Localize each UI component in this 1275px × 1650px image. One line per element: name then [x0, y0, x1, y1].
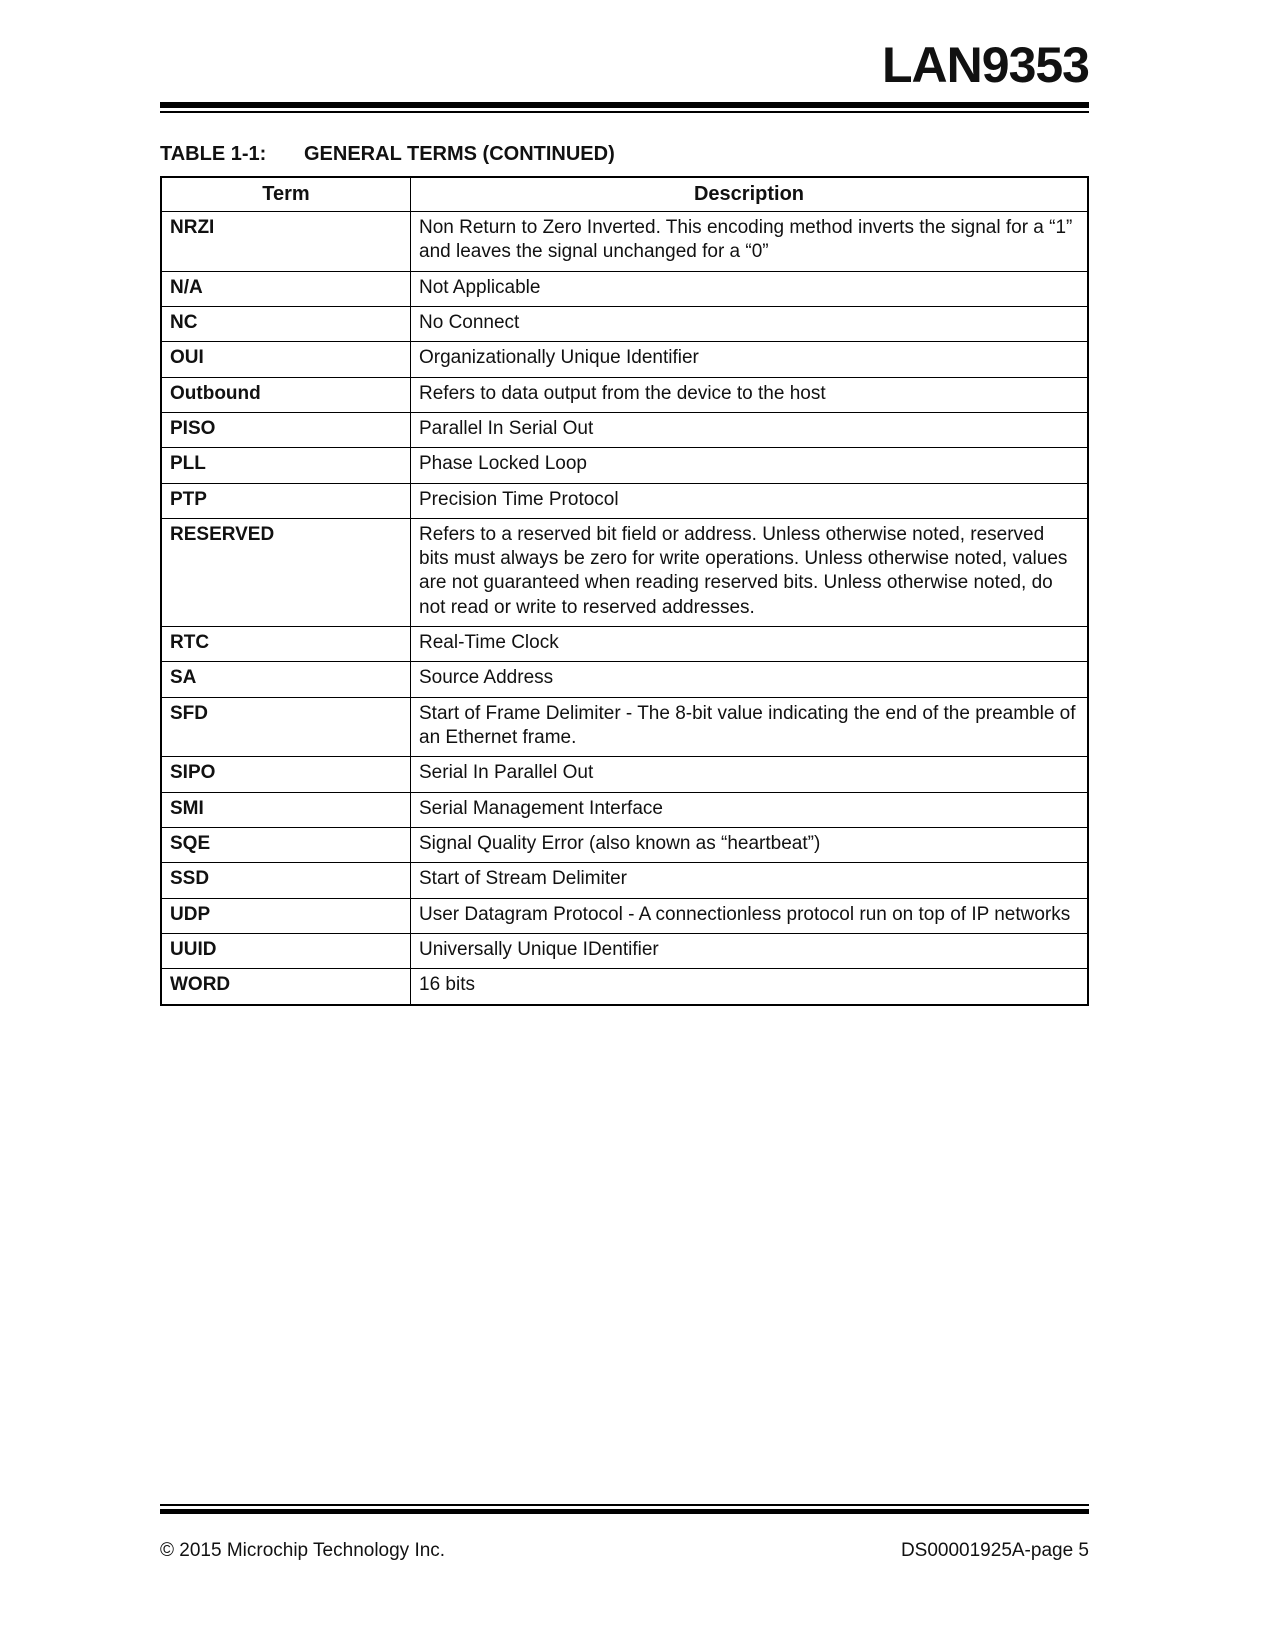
description-cell: Real-Time Clock — [411, 627, 1089, 662]
description-cell: Phase Locked Loop — [411, 448, 1089, 483]
term-cell: SFD — [161, 697, 411, 757]
description-cell: Organizationally Unique Identifier — [411, 342, 1089, 377]
table-caption — [160, 143, 1089, 166]
table-row — [161, 627, 1088, 662]
terms-table-body — [161, 212, 1088, 1005]
footer-rule — [160, 1504, 1089, 1514]
term-cell: WORD — [161, 969, 411, 1005]
table-row — [161, 827, 1088, 862]
table-row — [161, 969, 1088, 1005]
table-row — [161, 212, 1088, 272]
table-row — [161, 342, 1088, 377]
description-cell: 16 bits — [411, 969, 1089, 1005]
term-cell: NRZI — [161, 212, 411, 272]
table-row — [161, 757, 1088, 792]
term-cell: PTP — [161, 483, 411, 518]
term-cell: RTC — [161, 627, 411, 662]
description-cell: Precision Time Protocol — [411, 483, 1089, 518]
terms-table — [160, 176, 1089, 1006]
term-cell: PISO — [161, 412, 411, 447]
table-row — [161, 863, 1088, 898]
footer-copyright: © 2015 Microchip Technology Inc. — [160, 1540, 446, 1561]
page-body-spacer — [160, 1006, 1089, 1505]
term-cell: SMI — [161, 792, 411, 827]
description-cell: Universally Unique IDentifier — [411, 933, 1089, 968]
description-cell: Refers to data output from the device to the host — [411, 377, 1089, 412]
table-row — [161, 306, 1088, 341]
description-cell: Source Address — [411, 662, 1089, 697]
table-row — [161, 933, 1088, 968]
table-row — [161, 792, 1088, 827]
description-cell: User Datagram Protocol - A connectionless protocol run on top of IP networks — [411, 898, 1089, 933]
table-row — [161, 412, 1088, 447]
table-row — [161, 662, 1088, 697]
table-row — [161, 483, 1088, 518]
description-cell: No Connect — [411, 306, 1089, 341]
description-cell: Refers to a reserved bit field or address. Unless otherwise noted, reserved bits must always be zero for write operations. Unless otherwise noted, values are not guaranteed when reading reserved bits. Unless otherwise noted, do not read or write to reserved addresses. — [411, 518, 1089, 626]
terms-table-head — [161, 177, 1088, 212]
footer-docid: DS00001925A-page 5 — [900, 1540, 1089, 1561]
term-cell: SA — [161, 662, 411, 697]
term-cell: Outbound — [161, 377, 411, 412]
table-row — [161, 448, 1088, 483]
description-cell: Non Return to Zero Inverted. This encoding method inverts the signal for a “1” and leaves the signal unchanged for a “0” — [411, 212, 1089, 272]
description-cell: Serial Management Interface — [411, 792, 1089, 827]
description-cell: Start of Stream Delimiter — [411, 863, 1089, 898]
footer-rule-thin — [160, 1504, 1089, 1506]
term-cell: NC — [161, 306, 411, 341]
page-title: LAN9353 — [882, 37, 1089, 93]
term-cell: RESERVED — [161, 518, 411, 626]
description-cell: Start of Frame Delimiter - The 8-bit value indicating the end of the preamble of an Ethernet frame. — [411, 697, 1089, 757]
description-cell: Serial In Parallel Out — [411, 757, 1089, 792]
header-rule-thin — [160, 111, 1089, 113]
term-cell: UDP — [161, 898, 411, 933]
term-cell: OUI — [161, 342, 411, 377]
column-header-term: Term — [161, 177, 411, 212]
term-cell: PLL — [161, 448, 411, 483]
term-cell: SIPO — [161, 757, 411, 792]
table-row — [161, 377, 1088, 412]
table-row — [161, 697, 1088, 757]
header-rule — [160, 102, 1089, 113]
term-cell: SQE — [161, 827, 411, 862]
term-cell: N/A — [161, 271, 411, 306]
doc-header — [160, 37, 1089, 102]
header-row — [161, 177, 1088, 212]
table-row — [161, 518, 1088, 626]
table-label: TABLE 1-1: — [160, 143, 267, 165]
term-cell: UUID — [161, 933, 411, 968]
footer — [160, 1540, 1089, 1562]
table-title: GENERAL TERMS (CONTINUED) — [304, 143, 615, 165]
header-rule-thick — [160, 102, 1089, 108]
description-cell: Signal Quality Error (also known as “heartbeat”) — [411, 827, 1089, 862]
term-cell: SSD — [161, 863, 411, 898]
table-row — [161, 898, 1088, 933]
footer-rule-thick — [160, 1509, 1089, 1514]
description-cell: Parallel In Serial Out — [411, 412, 1089, 447]
table-row — [161, 271, 1088, 306]
column-header-description: Description — [411, 177, 1089, 212]
description-cell: Not Applicable — [411, 271, 1089, 306]
